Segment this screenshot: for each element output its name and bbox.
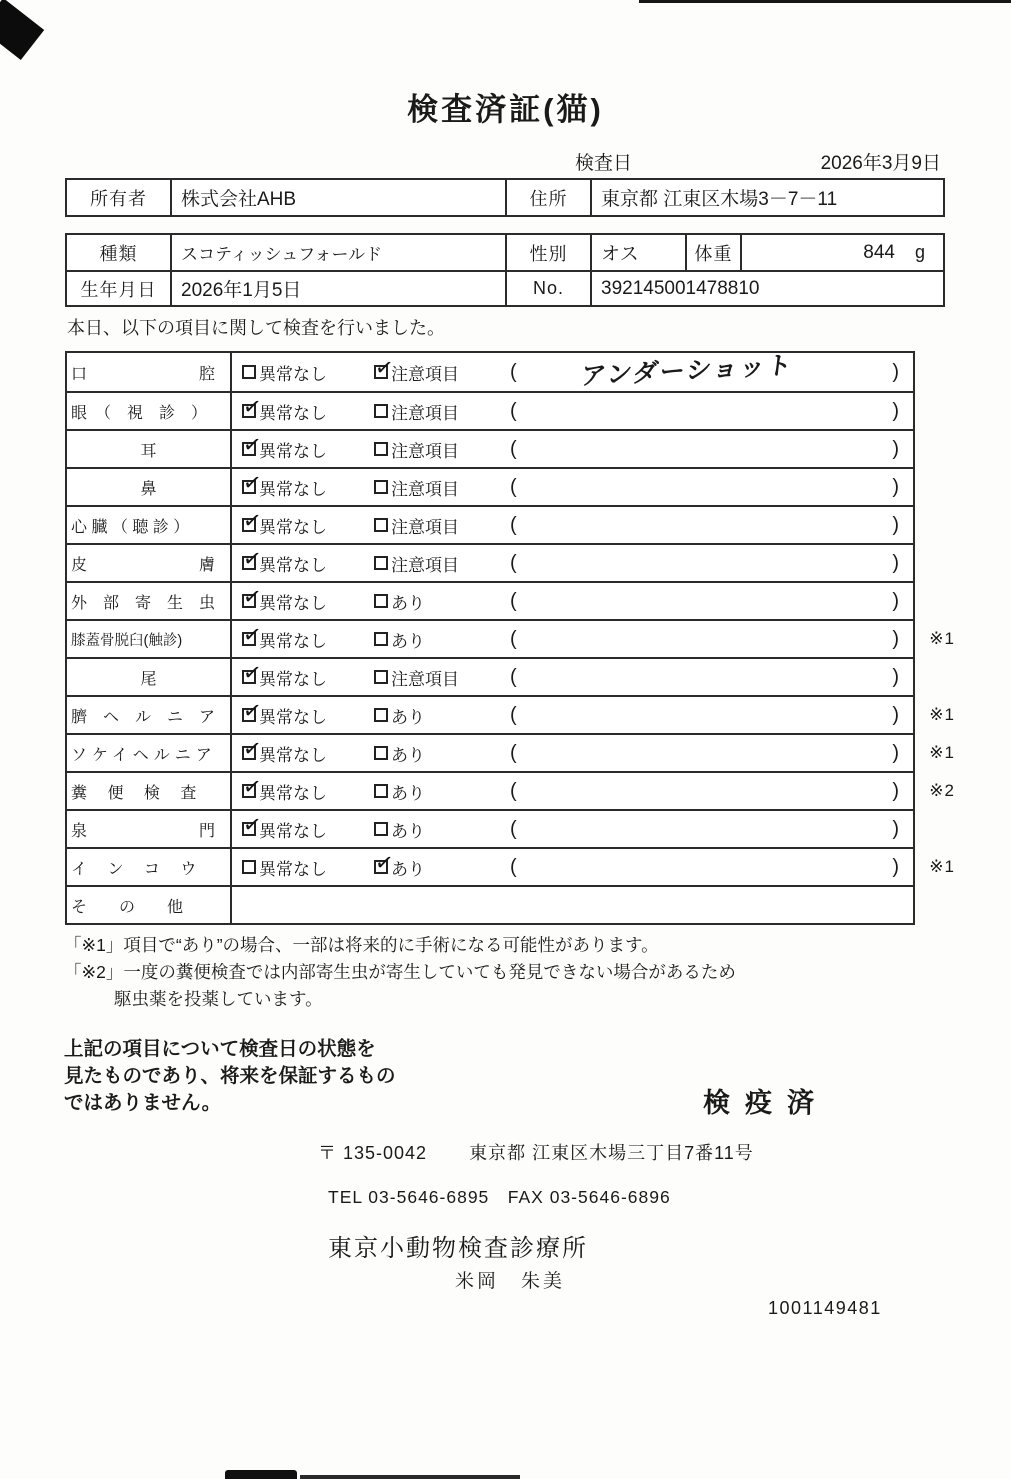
owner-label: 所有者 [67,180,172,215]
exam-item-label: 耳 [67,431,232,467]
option-present: あり [374,779,425,804]
exam-item-label: 眼 （ 視 診 ） [67,393,232,429]
checkbox-present [374,708,388,722]
check-mark: ✓ [241,696,264,725]
option-no-abnormality: ✓ 異常なし [241,582,327,613]
paren-open: ( [510,589,517,612]
checkbox-present [374,632,388,646]
inspection-date-label: 検査日 [575,153,633,174]
dob-value: 2026年1月5日 [172,272,507,305]
checkbox-attention [374,518,388,532]
exam-item-label: イ ン コ ウ [67,849,232,885]
paren-close: ) [892,475,899,498]
paren-open: ( [510,360,517,383]
scan-artifact-bottom-2 [300,1475,520,1479]
check-mark: ✓ [241,468,264,497]
breed-label: 種類 [67,235,172,270]
footnote-ref: ※2 [929,781,955,800]
intro-text: 本日、以下の項目に関して検査を行いました。 [67,318,445,338]
exam-item-label: 心 臓 （ 聴 診 ） [67,507,232,543]
weight-label: 体重 [687,235,742,270]
checklist-row-cryptorchidism [67,847,955,885]
sex-label: 性別 [507,235,592,270]
paren-open: ( [510,703,517,726]
exam-item-label: 膝蓋骨脱臼(触診) [67,621,232,657]
option-present: ✓ あり [373,848,425,879]
checkbox-attention [374,480,388,494]
option-attention: 注意項目 [374,437,459,462]
breed-value: スコティッシュフォールド [172,235,507,270]
checkbox-no-abnormality [241,810,264,839]
footnote-2b: 駆虫薬を投薬しています。 [114,989,323,1009]
option-attention: 注意項目 [374,513,459,538]
option-no-abnormality: ✓ 異常なし [241,506,327,537]
exam-item-label: 皮 膚 [67,545,232,581]
option-no-abnormality: ✓ 異常なし [241,468,327,499]
paren-open: ( [510,399,517,422]
check-mark: ✓ [241,582,264,611]
scan-artifact-bottom-1 [225,1470,297,1479]
checklist-row-heart [67,505,913,543]
checkbox-no-abnormality [242,860,256,874]
option-present: あり [374,741,425,766]
paren-close: ) [892,741,899,764]
option-present: あり [374,703,425,728]
checkbox-no-abnormality [241,468,264,497]
check-mark: ✓ [241,734,264,763]
checklist-row-oral [67,353,913,391]
paren-open: ( [510,475,517,498]
disclaimer: 上記の項目について検査日の状態を 見たものであり、将来を保証するもの ではありません。 [64,1038,396,1114]
option-no-abnormality: ✓ 異常なし [241,544,327,575]
pet-table [65,233,945,307]
exam-checklist-table [65,351,955,925]
weight-value [742,235,943,270]
exam-item-label: 鼻 [67,469,232,505]
check-mark: ✓ [373,848,396,877]
page-title: 検査済証(猫) [407,92,604,127]
footnote-ref: ※1 [929,857,955,876]
clinic-name: 東京小動物検査診療所 [328,1235,588,1262]
paren-open: ( [510,513,517,536]
paren-close: ) [892,360,899,383]
checkbox-no-abnormality [241,506,264,535]
no-value: 392145001478810 [601,277,760,299]
checklist-row-inguinal-hernia [67,733,955,771]
option-attention: 注意項目 [374,551,459,576]
checkbox-no-abnormality [241,392,264,421]
option-attention: ✓ 注意項目 [373,353,459,384]
checklist-row-patella [67,619,955,657]
exam-item-label: 糞 便 検 査 [67,773,232,809]
check-mark: ✓ [373,353,396,382]
option-no-abnormality: ✓ 異常なし [241,658,327,689]
check-mark: ✓ [241,430,264,459]
checkbox-no-abnormality [241,582,264,611]
exam-item-label: 外 部 寄 生 虫 [67,583,232,619]
checkbox-present [374,784,388,798]
inspection-date-row [65,148,945,172]
paren-close: ) [892,665,899,688]
option-no-abnormality: ✓ 異常なし [241,392,327,423]
weight-unit: g [914,242,925,262]
checkbox-attention [374,670,388,684]
checkbox-attention [374,404,388,418]
checklist-row-umbilical-hernia [67,695,955,733]
paren-close: ) [892,437,899,460]
paren-close: ) [892,855,899,878]
checkbox-present [374,746,388,760]
paren-open: ( [510,437,517,460]
checklist-row-tail [67,657,913,695]
exam-item-label: 尾 [67,659,232,695]
checklist-row-eyes [67,391,913,429]
no-label: No. [507,272,592,305]
check-mark: ✓ [241,620,264,649]
option-no-abnormality: ✓ 異常なし [241,696,327,727]
paren-close: ) [892,589,899,612]
option-attention: 注意項目 [374,665,459,690]
quarantine-passed-stamp: 検疫済 [703,1088,829,1118]
option-no-abnormality: ✓ 異常なし [241,772,327,803]
option-no-abnormality: ✓ 異常なし [241,810,327,841]
check-mark: ✓ [241,810,264,839]
check-mark: ✓ [241,392,264,421]
clinic-tel-fax: TEL 03-5646-6895 FAX 03-5646-6896 [328,1187,671,1207]
footnote-ref: ※1 [929,705,955,724]
serial-number: 1001149481 [768,1298,882,1318]
checkbox-no-abnormality [241,734,264,763]
checkbox-present [373,848,396,877]
footnote-2: 「※2」一度の糞便検査では内部寄生虫が寄生していても発見できない場合があるため [64,962,736,982]
option-no-abnormality: ✓ 異常なし [241,734,327,765]
paren-close: ) [892,817,899,840]
check-mark: ✓ [241,506,264,535]
sex-value: オス [592,235,687,270]
paren-close: ) [892,627,899,650]
check-mark: ✓ [241,772,264,801]
exam-item-label: ソケイヘルニア [67,735,232,771]
owner-table [65,178,945,217]
veterinarian-name: 米岡 朱美 [455,1271,566,1292]
owner-value: 株式会社AHB [172,180,507,215]
paren-open: ( [510,817,517,840]
option-present: あり [374,817,425,842]
checkbox-no-abnormality [241,658,264,687]
address-value: 東京都 江東区木場3－7－11 [601,189,838,210]
paren-close: ) [892,551,899,574]
option-no-abnormality: 異常なし [242,855,374,880]
exam-item-label: そ の 他 [67,887,232,923]
paren-close: ) [892,779,899,802]
checkbox-present [374,822,388,836]
checklist-row-fontanelle [67,809,913,847]
checklist-row-ears [67,429,913,467]
checkbox-attention [373,353,396,382]
inspection-date-value: 2026年3月9日 [820,153,941,174]
weight-number: 844 [863,241,895,263]
checklist-row-other [67,885,913,923]
handwritten-note: アンダーショット [579,351,796,391]
option-no-abnormality: ✓ 異常なし [241,620,327,651]
checkbox-no-abnormality [241,772,264,801]
option-attention: 注意項目 [374,399,459,424]
paren-open: ( [510,741,517,764]
check-mark: ✓ [241,658,264,687]
address-label: 住所 [507,180,592,215]
checkbox-attention [374,556,388,570]
other-empty-cell [232,887,913,923]
clinic-address: 東京都 江東区木場三丁目7番11号 [469,1143,754,1163]
checkbox-no-abnormality [241,696,264,725]
checkbox-no-abnormality [241,620,264,649]
footnote-ref: ※1 [929,743,955,762]
checklist-row-nose [67,467,913,505]
exam-item-label: 泉 門 [67,811,232,847]
paren-close: ) [892,399,899,422]
option-no-abnormality: 異常なし [242,360,374,385]
paren-open: ( [510,855,517,878]
paren-open: ( [510,627,517,650]
clinic-postal-address [318,1139,754,1165]
scan-artifact-top-left [0,0,44,60]
checkbox-no-abnormality [242,365,256,379]
option-no-abnormality: ✓ 異常なし [241,430,327,461]
option-attention: 注意項目 [374,475,459,500]
paren-open: ( [510,779,517,802]
checkbox-no-abnormality [241,544,264,573]
dob-label: 生年月日 [67,272,172,305]
paren-open: ( [510,665,517,688]
checkbox-present [374,594,388,608]
option-present: あり [374,627,425,652]
footnotes [64,932,964,1013]
checklist-row-fecal-exam [67,771,955,809]
checkbox-no-abnormality [241,430,264,459]
paren-close: ) [892,513,899,536]
paren-close: ) [892,703,899,726]
checkbox-attention [374,442,388,456]
postal-code: 〒 135-0042 [318,1143,428,1163]
footnote-ref: ※1 [929,629,955,648]
checklist-row-skin [67,543,913,581]
exam-item-label: 口 腔 [67,353,232,391]
footnote-1: 「※1」項目で“あり”の場合、一部は将来的に手術になる可能性があります。 [64,935,659,955]
check-mark: ✓ [241,544,264,573]
exam-item-label: 臍 ヘ ル ニ ア [67,697,232,733]
scan-artifact-top-edge [639,0,1011,3]
paren-open: ( [510,551,517,574]
option-present: あり [374,589,425,614]
checklist-row-external-parasites [67,581,913,619]
